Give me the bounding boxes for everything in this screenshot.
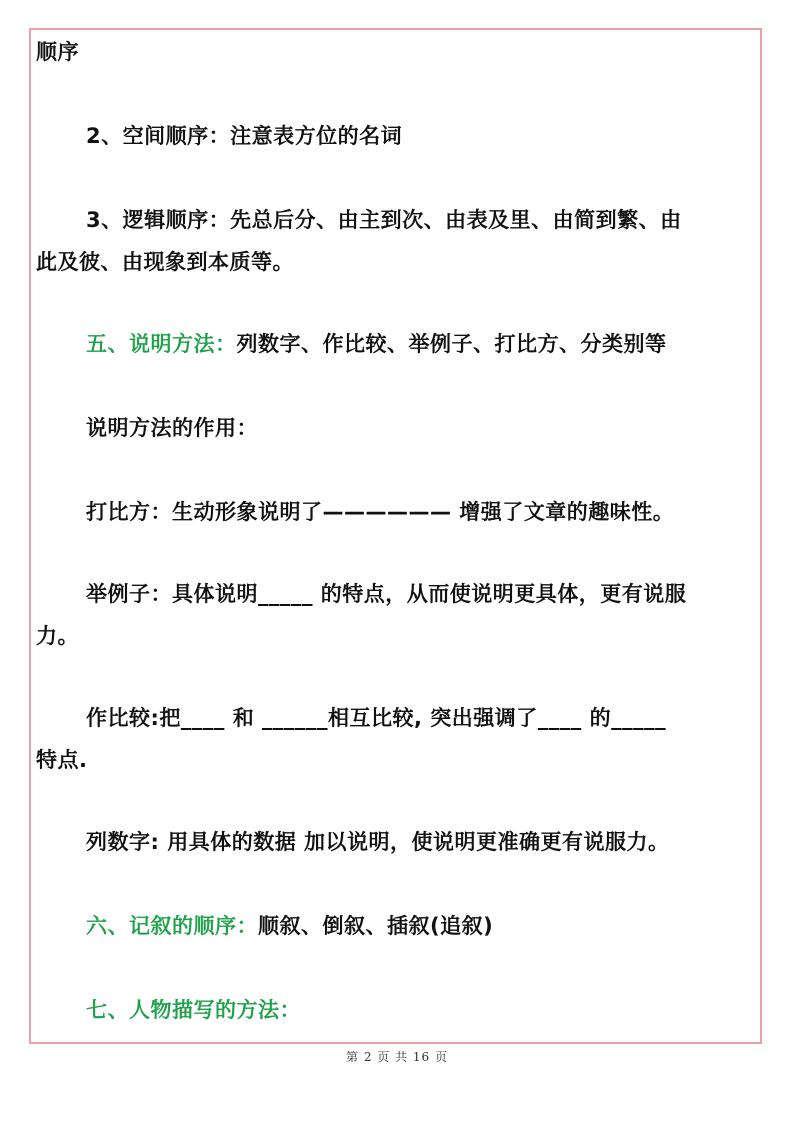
section-seven-heading: 七、人物描写的方法： bbox=[86, 998, 301, 1022]
text-line-logical-order-cont: 此及彼、由现象到本质等。 bbox=[36, 250, 294, 274]
section-five-text: 列数字、作比较、举例子、打比方、分类别等 bbox=[236, 332, 667, 356]
text-line-example: 举例子：具体说明_____ 的特点，从而使说明更具体，更有说服 bbox=[86, 582, 687, 606]
text-line-numbers: 列数字: 用具体的数据 加以说明，使说明更准确更有说服力。 bbox=[86, 830, 670, 854]
section-six-line bbox=[86, 914, 493, 938]
text-line-example-cont: 力。 bbox=[36, 624, 79, 648]
text-line-comparison-cont: 特点. bbox=[36, 748, 88, 772]
page-number-footer: 第 2 页 共 16 页 bbox=[346, 1050, 448, 1064]
page-border bbox=[29, 28, 762, 1044]
text-line-logical-order: 3、逻辑顺序：先总后分、由主到次、由表及里、由简到繁、由 bbox=[86, 208, 682, 232]
text-line-comparison: 作比较:把____ 和 ______相互比较, 突出强调了____ 的_____ bbox=[86, 706, 667, 730]
section-six-text: 顺叙、倒叙、插叙(追叙) bbox=[258, 914, 494, 938]
text-line-sequence: 顺序 bbox=[36, 40, 79, 64]
text-line-metaphor: 打比方：生动形象说明了—————— 增强了文章的趣味性。 bbox=[86, 500, 675, 524]
section-six-heading: 六、记叙的顺序： bbox=[86, 914, 258, 938]
text-line-spatial-order: 2、空间顺序：注意表方位的名词 bbox=[86, 124, 403, 148]
section-five-heading: 五、说明方法： bbox=[86, 332, 237, 356]
text-line-method-function: 说明方法的作用： bbox=[86, 416, 258, 440]
section-five-line bbox=[86, 332, 667, 356]
